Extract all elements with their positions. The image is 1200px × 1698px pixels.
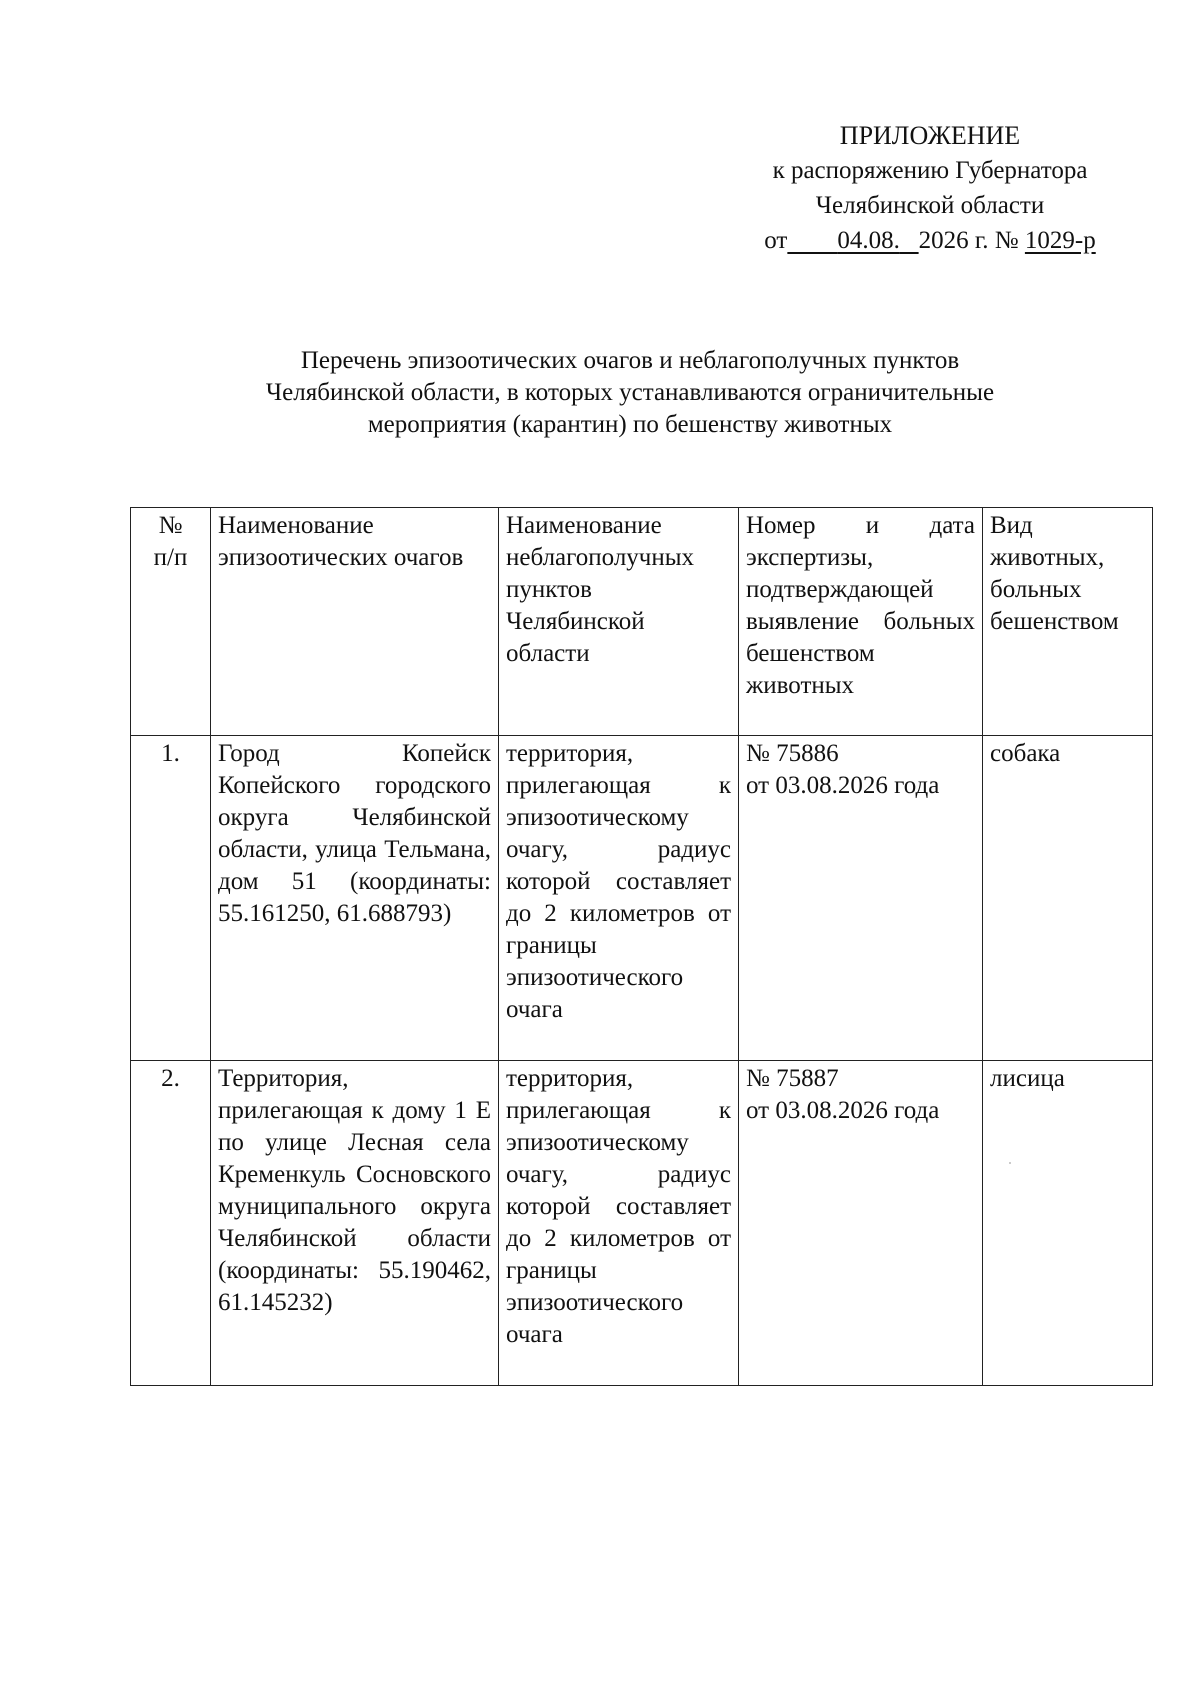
row-point: территория, прилегающая к эпизоотическому очагу, радиус которой составляет до 2 километров от границы эпизоотического очага [499, 1061, 739, 1386]
appendix-date: 04.08. [837, 227, 900, 254]
row-point: территория, прилегающая к эпизоотическому очагу, радиус которой составляет до 2 километров от границы эпизоотического очага [499, 736, 739, 1061]
scan-speck [1009, 1162, 1011, 1164]
foci-table [130, 507, 1153, 1386]
header-num: № п/п [131, 508, 211, 736]
row-expertise [739, 736, 983, 1061]
table-header-row [131, 508, 1153, 736]
appendix-year: 2026 г. № [918, 227, 1019, 254]
appendix-order-line: к распоряжению Губернатора [772, 157, 1088, 184]
expertise-number: № 75887 [746, 1065, 839, 1092]
title-line-2: Челябинской области, в которых устанавливаются ограничительные [265, 379, 995, 406]
document-title [140, 345, 1120, 441]
header-points: Наименование неблагополучных пунктов Челябинской области [499, 508, 739, 736]
appendix-block [720, 118, 1140, 258]
appendix-heading: ПРИЛОЖЕНИЕ [839, 121, 1021, 150]
row-animal: лисица [983, 1061, 1153, 1386]
expertise-date: от 03.08.2026 года [746, 772, 940, 799]
header-expertise: Номер и дата экспертизы, подтверждающей выявление больных бешенством животных [739, 508, 983, 736]
row-focus: Территория, прилегающая к дому 1 Е по улице Лесная села Кременкуль Сосновского муниципального округа Челябинской области (координаты: 55.190462, 61.145232) [211, 1061, 499, 1386]
table-row [131, 736, 1153, 1061]
header-animal: Вид животных, больных бешенством [983, 508, 1153, 736]
table-row [131, 1061, 1153, 1386]
appendix-date-line [720, 223, 1140, 258]
row-num: 1. [131, 736, 211, 1061]
title-line-3: мероприятия (карантин) по бешенству животных [367, 411, 893, 438]
row-animal: собака [983, 736, 1153, 1061]
expertise-number: № 75886 [746, 740, 839, 767]
row-expertise [739, 1061, 983, 1386]
appendix-from-prefix: от [764, 227, 788, 254]
row-focus: Город Копейск Копейского городского округа Челябинской области, улица Тельмана, дом 51 (координаты: 55.161250, 61.688793) [211, 736, 499, 1061]
appendix-number: 1029-р [1024, 227, 1096, 254]
header-foci: Наименование эпизоотических очагов [211, 508, 499, 736]
appendix-region-line: Челябинской области [815, 192, 1045, 219]
title-line-1: Перечень эпизоотических очагов и неблагополучных пунктов [300, 347, 960, 374]
expertise-date: от 03.08.2026 года [746, 1097, 940, 1124]
row-num: 2. [131, 1061, 211, 1386]
